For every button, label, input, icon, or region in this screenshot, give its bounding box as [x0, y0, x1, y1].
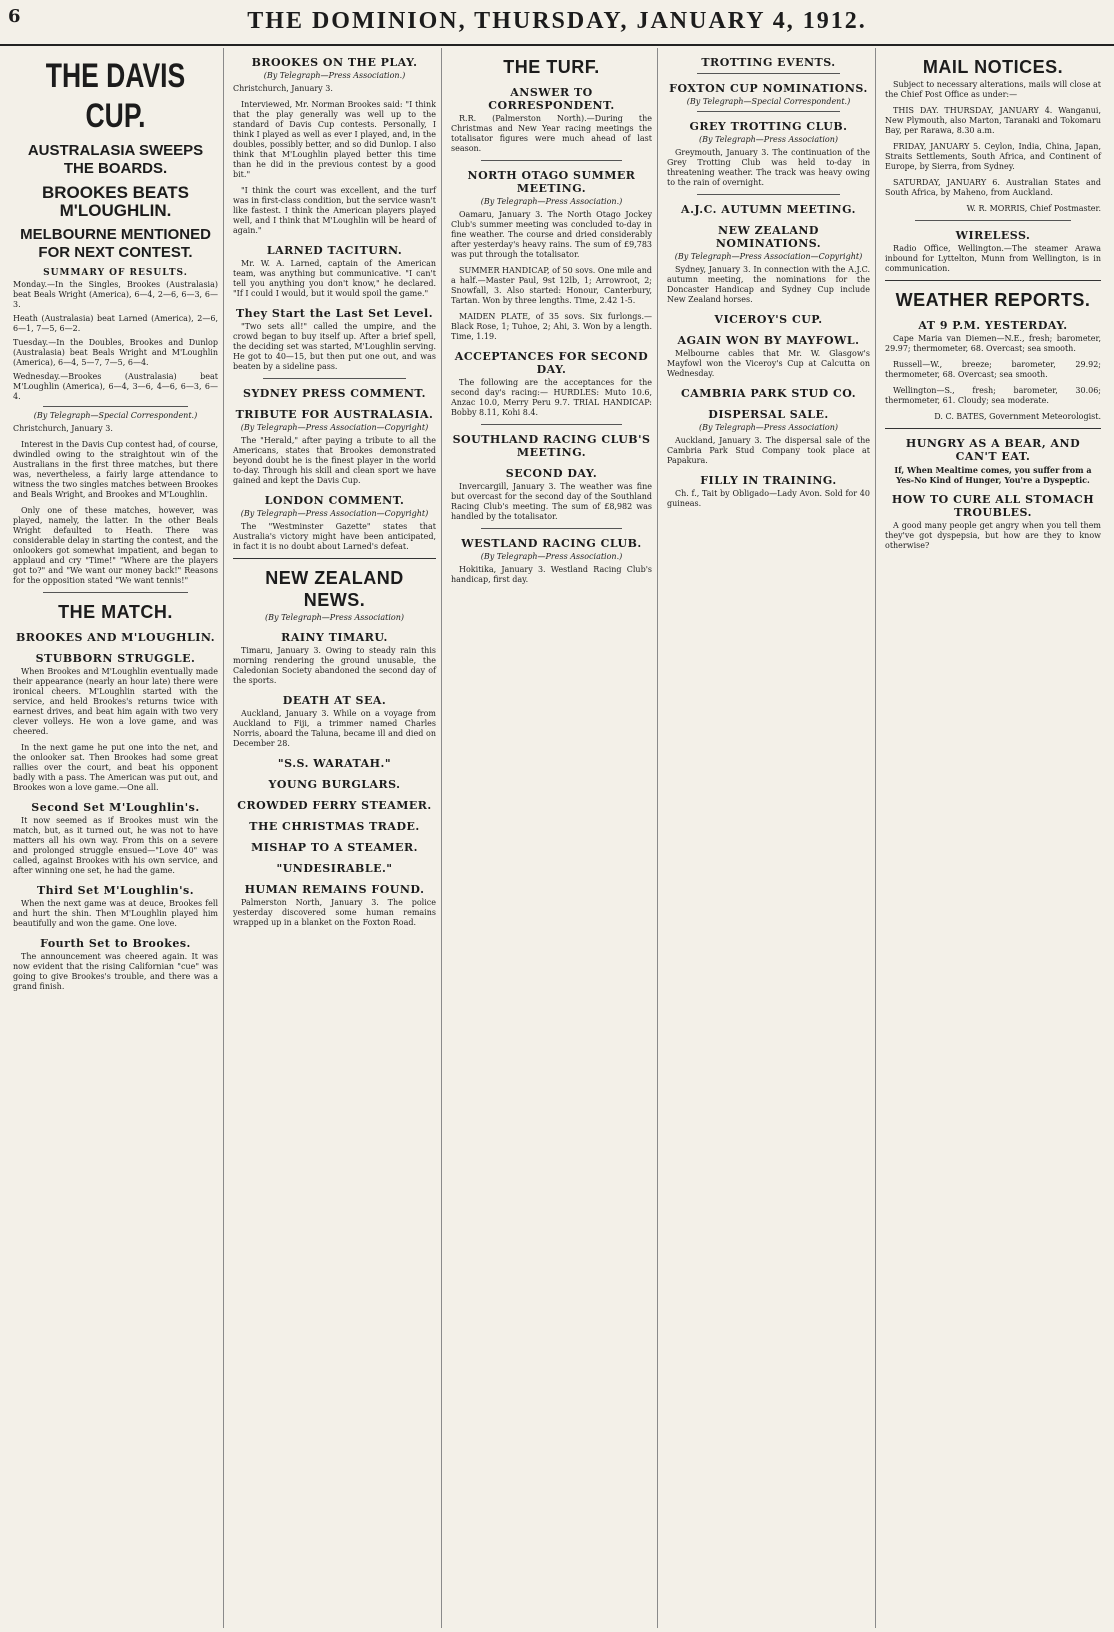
article-paragraph: Interviewed, Mr. Norman Brookes said: "I think that the play generally was well up to the standard of Davis Cup contests. Personally, I think I played as well as ever I played, and, in the doubles, possibly better, and so did Dunlop. I also think that M'Loughlin played better this time than he did in the previous contest by a good bit." [233, 100, 436, 179]
section-heading: ACCEPTANCES FOR SECOND DAY. [454, 350, 649, 376]
section-heading: HOW TO CURE ALL STOMACH TROUBLES. [891, 493, 1095, 519]
article-paragraph: It now seemed as if Brookes must win the match, but, as it turned out, he was not to have matters all his own way. From this on a severe and prolonged struggle ensued—"Love 40" was called, against Brookes with his own service, and after winning one set, he had the game. [13, 816, 218, 875]
section-subheading: Third Set M'Loughlin's. [36, 884, 195, 897]
byline: (By Telegraph—Press Association.) [480, 552, 623, 561]
divider [481, 424, 622, 425]
section-subheading: DISPERSAL SALE. [708, 408, 829, 421]
article-paragraph: Cape Maria van Diemen—N.E., fresh; barometer, 29.97; thermometer, 68. Overcast; sea smooth. [885, 334, 1101, 353]
column-3 [446, 48, 658, 1628]
section-subheading: AT 9 P.M. YESTERDAY. [918, 319, 1068, 332]
article-paragraph: "I think the court was excellent, and the turf was in first-class condition, but the service wasn't like fastest. I think the American players played well, and I think that M'Loughlin will be heard of again." [233, 186, 436, 235]
section-heading: FOXTON CUP NOMINATIONS. [669, 82, 868, 95]
divider [697, 194, 840, 195]
section-heading: LARNED TACITURN. [266, 244, 403, 257]
article-paragraph: Interest in the Davis Cup contest had, of course, dwindled owing to the straightout win of the Australians in the first three matches, but there was, nevertheless, a fairly large attendance to witness the two singles matches between Brookes and Beals Wright, and Brookes and M'Loughlin. [13, 440, 218, 499]
article-paragraph: Auckland, January 3. The dispersal sale of the Cambria Park Stud Company took place at Papakura. [667, 436, 870, 465]
section-subheading: NEW ZEALAND NOMINATIONS. [715, 224, 822, 250]
section-heading: ANSWER TO CORRESPONDENT. [488, 86, 615, 112]
article-paragraph: R.R. (Palmerston North).—During the Christmas and New Year racing meetings the totalisator figures were much ahead of last season. [451, 114, 652, 153]
section-heading: HUNGRY AS A BEAR, AND CAN'T EAT. [905, 437, 1081, 463]
article-paragraph: FRIDAY, JANUARY 5. Ceylon, India, China, Japan, Straits Settlements, South Africa, and Continent of Europe, by Sierra, from Sydney. [885, 142, 1101, 171]
article-paragraph: Palmerston North, January 3. The police yesterday discovered some human remains wrapped up in a blanket on the Foxton Road. [233, 898, 436, 927]
divider [233, 558, 436, 559]
byline: (By Telegraph—Press Association—Copyright) [240, 423, 429, 432]
dateline: Christchurch, January 3. [13, 424, 113, 433]
column-1 [8, 48, 224, 1628]
summary-heading: SUMMARY OF RESULTS. [43, 268, 188, 278]
headline-davis-cup: THE DAVIS CUP. [45, 57, 186, 135]
section-heading: SOUTHLAND RACING CLUB'S MEETING. [452, 433, 651, 459]
section-subheading: FILLY IN TRAINING. [700, 474, 837, 487]
section-heading: DEATH AT SEA. [282, 694, 387, 707]
article-paragraph: The announcement was cheered again. It was now evident that the rising Californian "cue" was going to give Brookes's trouble, and there was a grand finish. [13, 952, 218, 991]
article-paragraph: Subject to necessary alterations, mails will close at the Chief Post Office as under:— [885, 80, 1101, 99]
column-5 [880, 48, 1106, 1628]
article-paragraph: Only one of these matches, however, was played, namely, the latter. In the other Beals Wright defaulted to Heath. There was considerable delay in starting the contest, and the onlookers got somewhat impatient, and began to applaud and cry "Time!" "Where are the players got to?" and "We want our money back!" Reasons for the opposition stated "We want tennis!" [13, 506, 218, 585]
article-paragraph: Ch. f., Tait by Obligado—Lady Avon. Sold for 40 guineas. [667, 489, 870, 508]
section-subheading: Second Set M'Loughlin's. [31, 801, 200, 814]
section-heading: SYDNEY PRESS COMMENT. [243, 387, 426, 400]
article-paragraph: SATURDAY, JANUARY 6. Australian States and South Africa, by Maheno, from Auckland. [885, 178, 1101, 197]
article-paragraph: Hokitika, January 3. Westland Racing Club's handicap, first day. [451, 565, 652, 584]
subhead-melbourne: MELBOURNE MENTIONED FOR NEXT CONTEST. [20, 226, 211, 261]
columns [8, 48, 1106, 1628]
section-heading: WESTLAND RACING CLUB. [461, 537, 642, 550]
section-subheading: STUBBORN STRUGGLE. [35, 652, 196, 665]
article-paragraph: In the next game he put one into the net, and the onlooker sat. Then Brookes had some great rallies over the court, and beat his opponent badly with a pass. The American was put out, and Brookes won a love game.—One all. [13, 743, 218, 792]
masthead [0, 0, 1114, 46]
section-heading-turf: THE TURF. [503, 57, 600, 77]
section-heading: YOUNG BURGLARS. [268, 778, 401, 791]
article-paragraph: Greymouth, January 3. The continuation of the Grey Trotting Club was held to-day in threatening weather. The track was heavy owing to the rain of overnight. [667, 148, 870, 187]
section-heading: "UNDESIRABLE." [276, 862, 393, 875]
article-paragraph: The "Herald," after paying a tribute to all the Americans, states that Brookes demonstrated beyond doubt he is the finest player in the world to-day. Through his skill and clean sport we have gained and kept the Davis Cup. [233, 436, 436, 485]
byline: (By Telegraph—Press Association) [699, 423, 838, 432]
section-heading: BROOKES ON THE PLAY. [251, 56, 418, 69]
section-subheading: BROOKES AND M'LOUGHLIN. [15, 631, 216, 644]
divider [481, 160, 622, 161]
section-subheading: Fourth Set to Brookes. [40, 937, 191, 950]
section-heading: LONDON COMMENT. [264, 494, 405, 507]
article-paragraph: If, When Mealtime comes, you suffer from a Yes-No Kind of Hunger, You're a Dyspeptic. [894, 465, 1092, 485]
signature: D. C. BATES, Government Meteorologist. [934, 412, 1101, 421]
section-heading: NORTH OTAGO SUMMER MEETING. [467, 169, 636, 195]
summary-item: Wednesday.—Brookes (Australasia) beat M'Loughlin (America), 6—4, 3—6, 4—6, 6—3, 6—4. [13, 372, 218, 401]
section-heading-match: THE MATCH. [58, 602, 173, 622]
newspaper-title: THE DOMINION, THURSDAY, JANUARY 4, 1912. [247, 8, 867, 34]
section-heading: HUMAN REMAINS FOUND. [244, 883, 425, 896]
section-heading: RAINY TIMARU. [281, 631, 388, 644]
article-paragraph: Wellington—S., fresh; barometer, 30.06; thermometer, 61. Cloudy; sea moderate. [885, 386, 1101, 405]
dateline: Christchurch, January 3. [233, 84, 333, 93]
subhead-australasia: AUSTRALASIA SWEEPS THE BOARDS. [27, 142, 204, 177]
section-heading-mail-notices: MAIL NOTICES. [922, 57, 1064, 77]
divider [43, 406, 188, 407]
article-paragraph: MAIDEN PLATE, of 35 sovs. Six furlongs.—Black Rose, 1; Tuhoe, 2; Ahi, 3. Won by a length. Time, 1.19. [451, 312, 652, 341]
article-paragraph: Timaru, January 3. Owing to steady rain this morning rendering the ground unusable, the Caledonian Society abandoned the second day of the sports. [233, 646, 436, 685]
section-heading-nz-news: NEW ZEALAND NEWS. [265, 568, 404, 610]
byline: (By Telegraph—Press Association.) [263, 71, 406, 80]
section-heading: TROTTING EVENTS. [701, 56, 836, 69]
byline: (By Telegraph—Press Association—Copyright) [240, 509, 429, 518]
divider [43, 592, 188, 593]
subhead-brookes: BROOKES BEATS M'LOUGHLIN. [41, 183, 190, 220]
section-heading: VICEROY'S CUP. [714, 313, 823, 326]
article-paragraph: When the next game was at deuce, Brookes fell and hurt the shin. Then M'Loughlin played him beautifully and won the game. One love. [13, 899, 218, 928]
article-paragraph: Auckland, January 3. While on a voyage from Auckland to Fiji, a trimmer named Charles Norris, aboard the Taluna, became ill and died on December 28. [233, 709, 436, 748]
summary-item: Heath (Australasia) beat Larned (America), 2—6, 6—1, 7—5, 6—2. [13, 314, 218, 333]
divider [915, 220, 1071, 221]
byline: (By Telegraph—Press Association) [699, 135, 838, 144]
column-2 [228, 48, 442, 1628]
byline: (By Telegraph—Press Association.) [480, 197, 623, 206]
article-paragraph: Sydney, January 3. In connection with the A.J.C. autumn meeting, the nominations for the Doncaster Handicap and Sydney Cup include New Zealand horses. [667, 265, 870, 304]
section-heading: CAMBRIA PARK STUD CO. [680, 387, 857, 400]
section-heading: THE CHRISTMAS TRADE. [249, 820, 420, 833]
article-paragraph: A good many people get angry when you tell them they've got dyspepsia, but how are they to know otherwise? [885, 521, 1101, 550]
section-heading: MISHAP TO A STEAMER. [251, 841, 418, 854]
article-paragraph: The "Westminster Gazette" states that Australia's victory might have been anticipated, in fact it is no doubt about Larned's defeat. [233, 522, 436, 551]
article-paragraph: Russell—W., breeze; barometer, 29.92; thermometer, 68. Overcast; sea smooth. [885, 360, 1101, 379]
section-heading: GREY TROTTING CLUB. [689, 120, 848, 133]
signature: W. R. MORRIS, Chief Postmaster. [966, 204, 1101, 213]
divider [885, 280, 1101, 281]
article-paragraph: Melbourne cables that Mr. W. Glasgow's Mayfowl won the Viceroy's Cup at Calcutta on Wednesday. [667, 349, 870, 378]
section-heading: WIRELESS. [955, 229, 1031, 242]
section-subheading: They Start the Last Set Level. [235, 307, 434, 320]
section-heading: CROWDED FERRY STEAMER. [237, 799, 432, 812]
article-paragraph: Oamaru, January 3. The North Otago Jockey Club's summer meeting was concluded to-day in fine weather. The course and dried considerably after yesterday's heavy rains. The sum of £9,783 was put through the totalisator. [451, 210, 652, 259]
section-heading-weather: WEATHER REPORTS. [895, 290, 1091, 310]
article-paragraph: When Brookes and M'Loughlin eventually made their appearance (nearly an hour late) there were ironical cheers. M'Loughlin started with the service, and held Brookes's returns twice with earnest drives, and beat him again with two very clever volleys. He won a love game, and was cheered. [13, 667, 218, 736]
section-heading: A.J.C. AUTUMN MEETING. [681, 203, 856, 216]
byline: (By Telegraph—Special Correspondent.) [686, 97, 851, 106]
section-heading: "S.S. WARATAH." [277, 757, 392, 770]
divider [263, 378, 406, 379]
divider [885, 428, 1101, 429]
article-paragraph: The following are the acceptances for the second day's racing:— HURDLES: Muto 10.6, Anzac 10.0, Merry Peru 9.7. TRIAL HANDICAP: Bobby 8.11, Kohi 8.4. [451, 378, 652, 417]
byline: (By Telegraph—Press Association—Copyright) [674, 252, 863, 261]
summary-item: Monday.—In the Singles, Brookes (Australasia) beat Beals Wright (America), 6—4, 2—6, 6—3, 6—3. [13, 280, 218, 309]
section-subheading: SECOND DAY. [505, 467, 598, 480]
article-paragraph: Mr. W. A. Larned, captain of the American team, was anything but communicative. "I can't tell you anything you don't know," he declared. "If I could I would, but it would spoil the game." [233, 259, 436, 298]
divider [697, 73, 840, 74]
byline: (By Telegraph—Press Association) [265, 613, 404, 622]
summary-item: Tuesday.—In the Doubles, Brookes and Dunlop (Australasia) beat Beals Wright and M'Loughlin (America), 6—4, 5—7, 7—5, 6—4. [13, 338, 218, 367]
column-4 [662, 48, 876, 1628]
byline: (By Telegraph—Special Correspondent.) [33, 411, 198, 420]
article-paragraph: Radio Office, Wellington.—The steamer Arawa inbound for Lyttelton, Munn from Wellington, is in communication. [885, 244, 1101, 273]
article-paragraph: "Two sets all!" called the umpire, and the crowd began to buy itself up. After a brief spell, the deciding set was started, M'Loughlin serving. He got to 40—15, but then put one out, and was beaten by a sideline pass. [233, 322, 436, 371]
divider [697, 111, 840, 112]
divider [481, 528, 622, 529]
article-paragraph: SUMMER HANDICAP, of 50 sovs. One mile and a half.—Master Paul, 9st 12lb, 1; Arrowroot, 2; Snowfall, 3. Also started: Honour, Canterbury, Tartan. Won by three lengths. Time, 2.42 1-5. [451, 266, 652, 305]
section-subheading: TRIBUTE FOR AUSTRALASIA. [235, 408, 434, 421]
article-paragraph: Invercargill, January 3. The weather was fine but overcast for the second day of the Southland Racing Club's meeting. The sum of £8,982 was handled by the totalisator. [451, 482, 652, 521]
article-paragraph: THIS DAY. THURSDAY, JANUARY 4. Wanganui, New Plymouth, also Marton, Taranaki and Tokomaru Bay, per Rarawa, 8.30 a.m. [885, 106, 1101, 135]
section-subheading: AGAIN WON BY MAYFOWL. [677, 334, 860, 347]
page-number: 6 [8, 6, 21, 27]
